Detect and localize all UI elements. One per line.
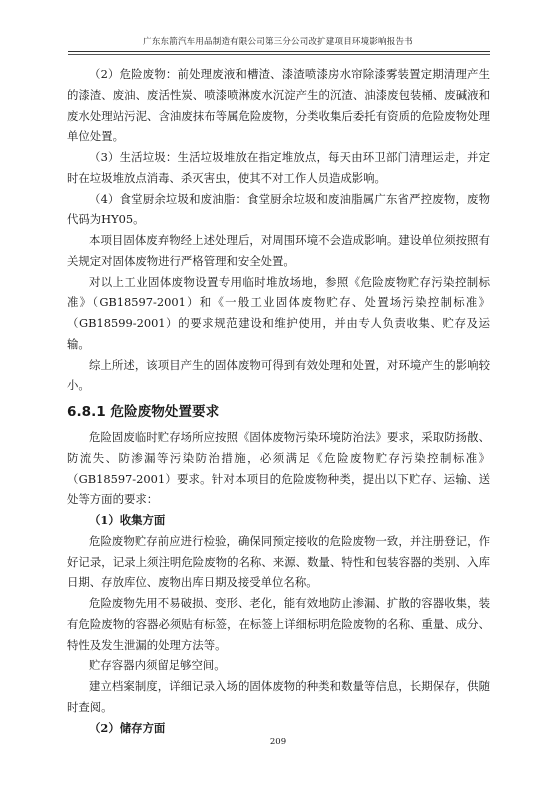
page-number: 209: [269, 737, 287, 747]
paragraph-containers: 危险废物先用不易破损、变形、老化，能有效地防止渗漏、扩散的容器收集，装有危险废物的容器必须贴有标签，在标签上详细标明危险废物的名称、重量、成分、特性及发生泄漏的处理方法等。: [67, 596, 490, 652]
page-content: [67, 64, 490, 738]
section-heading: 6.8.1 危险废物处置要求: [67, 404, 220, 420]
paragraph-solid-waste-impact: 本项目固体废弃物经上述处理后，对周围环境不会造成影响。建设单位须按照有关规定对固体废物进行严格管理和安全处置。: [67, 233, 490, 268]
subheading-collection: （1）收集方面: [89, 513, 166, 527]
paragraph-domestic-garbage: （3）生活垃圾：生活垃圾堆放在指定堆放点，每天由环卫部门清理运走，并定时在垃圾堆放点消毒、杀灭害虫，使其不对工作人员造成影响。: [67, 150, 490, 185]
paragraph-container-space: 贮存容器内须留足够空间。: [89, 658, 226, 673]
paragraph-summary: 综上所述，该项目产生的固体废物可得到有效处理和处置，对环境产生的影响较小。: [67, 357, 490, 393]
paragraph-hazardous-waste: （2）危险废物：前处理废液和槽渣、漆渣喷漆房水帘除漆雾装置定期清理产生的漆渣、废油、废活性炭、喷漆喷淋废水沉淀产生的沉渣、油漆废包装桶、废碱液和废水处理站污泥、含油废抹布等属危险废物，分类收集后委托有资质的危险废物处理单位处置。: [67, 67, 490, 144]
paragraph-records: 建立档案制度，详细记录入场的固体废物的种类和数量等信息，长期保存，供随时查阅。: [67, 679, 490, 714]
header-title: 广东东箭汽车用品制造有限公司第三分公司改扩建项目环境影响报告书: [143, 37, 413, 47]
paragraph-kitchen-waste: （4）食堂厨余垃圾和废油脂：食堂厨余垃圾和废油脂属广东省严控废物，废物代码为HY05。: [67, 191, 490, 227]
paragraph-inspection: 危险废物贮存前应进行检验，确保同预定接收的危险废物一致，并注册登记，作好记录，记录上须注明危险废物的名称、来源、数量、特性和包装容器的类别、入库日期、存放库位、废物出库日期及接受单位名称。: [67, 533, 490, 590]
header-rule-thin: [68, 54, 490, 55]
paragraph-storage-site: 对以上工业固体废物设置专用临时堆放场地，参照《危险废物贮存污染控制标准》（GB18597-2001）和《一般工业固体废物贮存、处置场污染控制标准》（GB18599-2001）的要求规范建设和维护使用，并由专人负责收集、贮存及运输。: [67, 274, 490, 351]
paragraph-storage-requirements: 危险固废临时贮存场所应按照《固体废物污染环境防治法》要求，采取防扬散、防流失、防渗漏等污染防治措施，必须满足《危险废物贮存污染控制标准》（GB18597-2001）要求。针对本项目的危险废物种类，提出以下贮存、运输、送处等方面的要求：: [67, 430, 490, 507]
subheading-storage: （2）储存方面: [89, 720, 166, 735]
header-rule: [68, 51, 490, 52]
